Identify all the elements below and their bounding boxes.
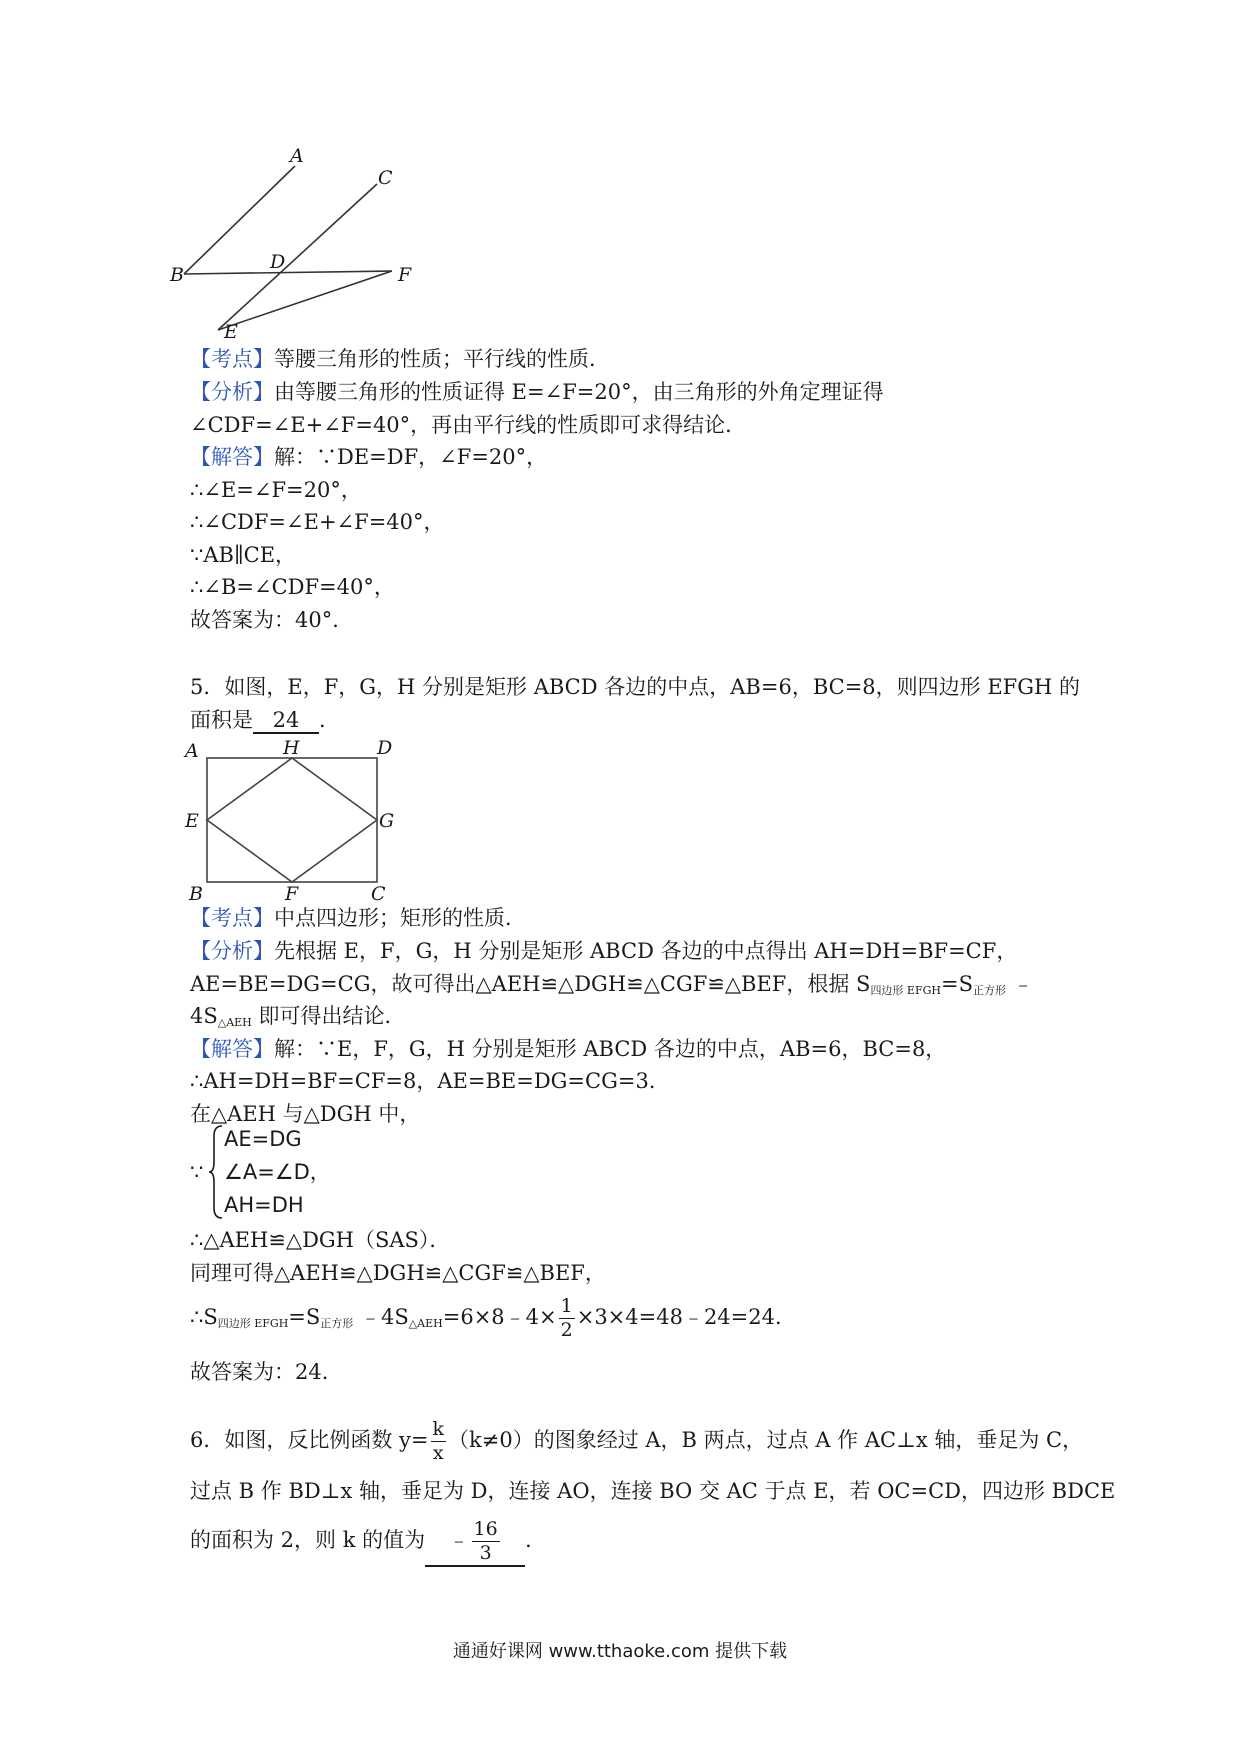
q5-calc-d: =6×8﹣4× [442, 1305, 557, 1329]
page-footer: 通通好课网 www.tthaoke.com 提供下载 [452, 1641, 788, 1662]
label-a: A [290, 145, 304, 167]
q5-line2: ∴AH=DH=BF=CF=8，AE=BE=DG=CG=3． [190, 1069, 670, 1093]
q5-fenxi-line3 [190, 1001, 405, 1038]
q6-line2: 过点 B 作 BD⊥x 轴，垂足为 D，连接 AO，连接 BO 交 AC 于点 E，若 OC=CD，四边形 BDCE [190, 1479, 1116, 1503]
q5-fenxi-sub-triangle: △AEH [217, 1016, 252, 1029]
left-brace [208, 1124, 224, 1220]
label-g: G [379, 810, 395, 832]
q4-kaodian-tag: 【考点】 [190, 347, 274, 371]
q6-line1-a: 6．如图，反比例函数 y= [190, 1428, 429, 1452]
q5-calc-b: =S [288, 1305, 321, 1329]
label-f: F [398, 264, 412, 286]
label-b: B [189, 883, 203, 905]
label-h: H [283, 737, 300, 759]
q5-calc-c: ﹣4S [359, 1305, 409, 1329]
q5-stem-prefix: 面积是 [190, 708, 253, 732]
label-a: A [185, 740, 199, 762]
brace-item: AH=DH [224, 1193, 304, 1217]
q6-line3-a: 的面积为 2，则 k 的值为 [190, 1528, 426, 1552]
q5-jieda [190, 1034, 946, 1064]
q4-fenxi-tag: 【分析】 [190, 380, 274, 404]
q5-calc-sub-square: 正方形 [320, 1317, 354, 1330]
q4-jieda-tag: 【解答】 [190, 445, 274, 469]
q5-calc-e: ×3×4=48﹣24=24． [576, 1305, 796, 1329]
q4-fenxi [190, 377, 884, 407]
q5-fenxi-text: 先根据 E，F，G，H 分别是矩形 ABCD 各边的中点得出 AH=DH=BF=CF， [274, 939, 1018, 963]
label-e: E [224, 321, 238, 343]
q4-kaodian-text: 等腰三角形的性质；平行线的性质． [274, 347, 610, 371]
q5-kaodian [190, 903, 526, 933]
q6-answer-blank [425, 1515, 525, 1567]
q5-stem-suffix: ． [319, 708, 340, 732]
q5-fenxi-line2-end: ﹣ [1012, 972, 1034, 996]
figure-rectangle-midpoints [185, 737, 405, 905]
q5-fenxi-sub-square: 正方形 [972, 984, 1006, 997]
q5-because: ∵ [190, 1160, 204, 1184]
q6-line1-b: （k≠0）的图象经过 A，B 两点，过点 A 作 AC⊥x 轴，垂足为 C， [448, 1428, 1084, 1452]
rectangle-abcd [207, 758, 377, 882]
label-b: B [170, 264, 184, 286]
q5-jieda-text: 解：∵E，F，G，H 分别是矩形 ABCD 各边的中点，AB=6，BC=8， [274, 1037, 947, 1061]
brace-item: AE=DG [224, 1127, 302, 1151]
segment-ec [218, 184, 377, 330]
label-d: D [377, 737, 393, 759]
q5-fenxi-line2-main: AE=BE=DG=CG，故可得出△AEH≌△DGH≌△CGF≌△BEF，根据 S [190, 972, 871, 996]
q6-line3 [190, 1512, 546, 1568]
figure-parallel-lines [170, 145, 440, 343]
q5-fenxi-line2-mid: =S [940, 972, 973, 996]
q5-answer-blank: 24 [253, 708, 319, 734]
q5-fenxi-sub-quad: 四边形 EFGH [870, 984, 941, 997]
q4-kaodian [190, 344, 610, 374]
q4-step: ∴∠CDF=∠E+∠F=40°， [190, 510, 445, 534]
q5-fenxi-line3-end: 即可得出结论． [258, 1004, 406, 1028]
segment-fe [218, 271, 392, 330]
q4-answer: 故答案为：40°． [190, 608, 354, 632]
fraction-denominator: x [432, 1442, 444, 1464]
fraction-k-over-x [431, 1420, 447, 1463]
q5-calc-a: ∴S [190, 1305, 218, 1329]
answer-sign: ﹣ [448, 1528, 470, 1552]
fraction-half [559, 1297, 575, 1340]
q5-calc-sub-quad: 四边形 EFGH [217, 1317, 289, 1330]
q5-kaodian-text: 中点四边形；矩形的性质． [274, 906, 526, 930]
q5-fenxi-tag: 【分析】 [190, 939, 274, 963]
q4-fenxi-text: 由等腰三角形的性质证得 E=∠F=20°，由三角形的外角定理证得 [274, 380, 884, 404]
q5-kaodian-tag: 【考点】 [190, 906, 274, 930]
q5-line3: 在△AEH 与△DGH 中， [190, 1102, 421, 1126]
q4-step: ∴∠E=∠F=20°， [190, 478, 362, 502]
label-e: E [185, 810, 199, 832]
q5-fenxi-line3-main: 4S [190, 1004, 218, 1028]
q6-line1 [190, 1414, 1083, 1466]
fraction-numerator: 16 [473, 1518, 498, 1540]
fraction-answer [472, 1520, 500, 1563]
q4-step: ∴∠B=∠CDF=40°， [190, 575, 395, 599]
q6-line3-end: ． [525, 1528, 547, 1552]
q5-line5: 同理可得△AEH≌△DGH≌△CGF≌△BEF， [190, 1261, 606, 1285]
q5-jieda-tag: 【解答】 [190, 1037, 274, 1061]
q4-fenxi-line2: ∠CDF=∠E+∠F=40°，再由平行线的性质即可求得结论． [190, 413, 747, 437]
q5-final: 故答案为：24． [190, 1360, 343, 1384]
label-f: F [285, 883, 299, 905]
quad-efgh [207, 758, 377, 882]
q5-fenxi [190, 936, 1017, 966]
label-d: D [270, 251, 286, 273]
fraction-denominator: 3 [479, 1542, 492, 1564]
q4-jieda [190, 442, 547, 472]
q5-line4: ∴△AEH≌△DGH（SAS）． [190, 1228, 451, 1252]
q4-step: ∵AB∥CE， [190, 543, 297, 567]
q5-stem-line2 [190, 705, 340, 735]
segment-bf [184, 271, 392, 274]
label-c: C [371, 883, 386, 905]
fraction-numerator: k [432, 1418, 445, 1440]
brace-item: ∠A=∠D， [224, 1160, 331, 1184]
q5-stem: 5．如图，E，F，G，H 分别是矩形 ABCD 各边的中点，AB=6，BC=8，则四边形 EFGH 的 [190, 675, 1081, 699]
q4-jieda-text: 解：∵DE=DF，∠F=20°， [274, 445, 548, 469]
q5-calc [190, 1292, 796, 1349]
fraction-numerator: 1 [560, 1295, 573, 1317]
label-c: C [378, 167, 393, 189]
q5-calc-sub-triangle: △AEH [408, 1317, 443, 1330]
fraction-denominator: 2 [560, 1319, 573, 1341]
